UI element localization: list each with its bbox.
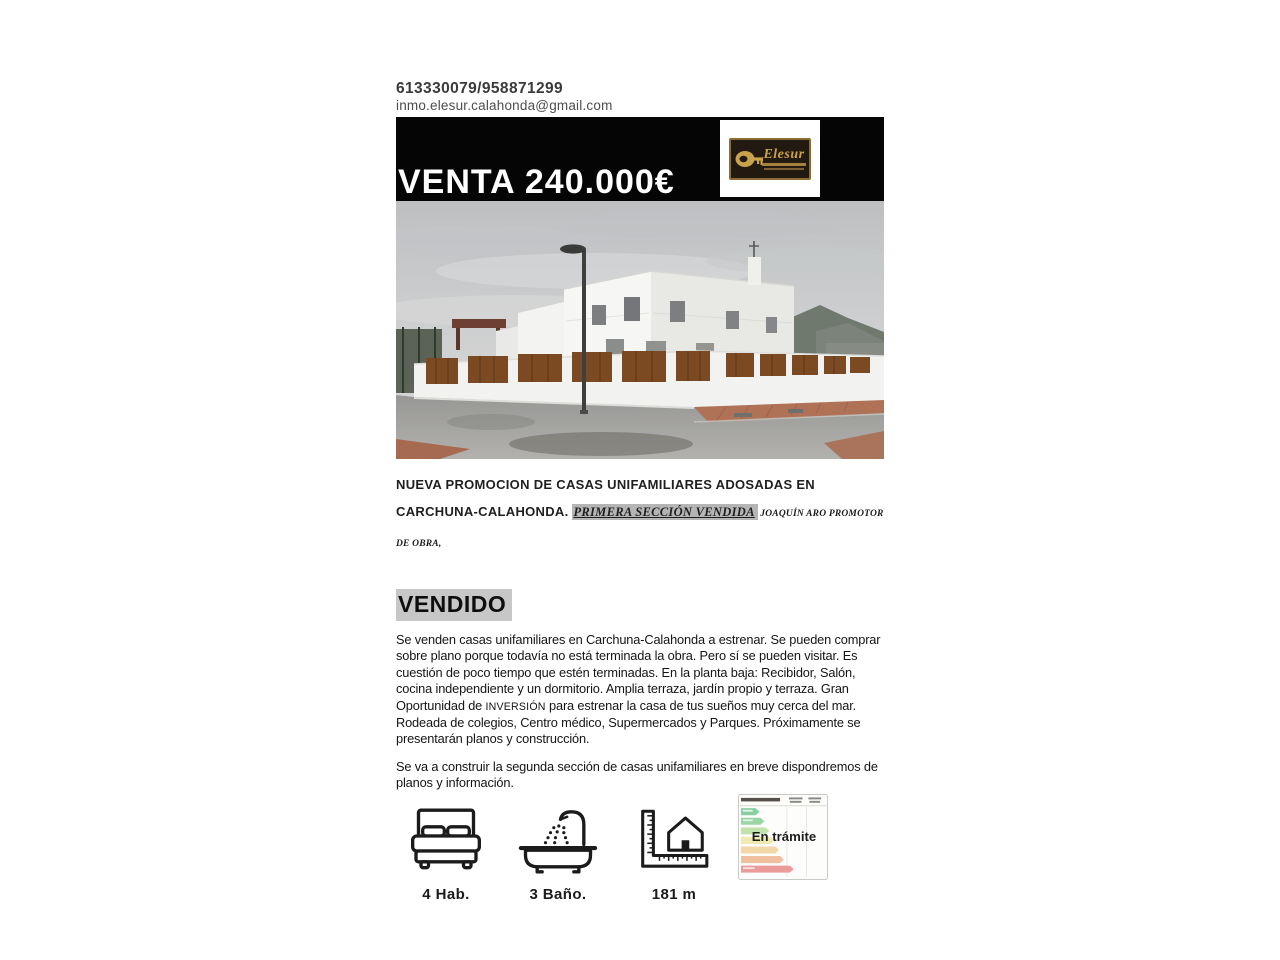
property-photo: [396, 201, 884, 459]
feature-area: [624, 806, 724, 903]
feature-bathrooms: [508, 806, 608, 903]
contact-phone: 613330079/958871299: [396, 80, 564, 97]
description-text: Se venden casas unifamiliares en Carchuna-Calahonda a estrenar. Se pueden comprar sobre plano porque todavía no está terminada la obra. Pero sí se pueden visitar. Es cuestión de poco tiempo que estén terminadas. En la planta baja: Recibidor, Salón, cocina independiente y un dormitorio. Amplia terraza, jardín propio y terraza. Gran Oportunidad de: [396, 632, 881, 713]
price-banner: [396, 117, 884, 201]
description-paragraph: [396, 632, 884, 748]
description-smallcaps: INVERSIÓN: [485, 700, 546, 713]
headline-byline: JOAQUÍN ARO PROMOTOR DE OBRA,: [396, 509, 884, 549]
price-title: VENTA 240.000€: [398, 163, 675, 201]
logo-tagline: [764, 168, 804, 170]
bedrooms-label: 4 Hab.: [422, 885, 470, 903]
bed-icon: [400, 806, 492, 876]
headline-main: NUEVA PROMOCION DE CASAS UNIFAMILIARES ADOSADAS EN CARCHUNA-CALAHONDA.: [396, 477, 815, 519]
ruler-house-icon: [632, 806, 716, 876]
bath-icon: [511, 806, 605, 876]
logo-rule: [762, 163, 806, 166]
description-text-after: para estrenar la casa de tus sueños muy cerca del mar. Rodeada de colegios, Centro médico, Supermercados y Parques. Próximamente se presentarán planos y construcción.: [396, 697, 861, 747]
agency-logo: [720, 120, 820, 197]
second-phase-paragraph: Se va a construir la segunda sección de casas unifamiliares en breve dispondremos de planos y información.: [396, 758, 878, 791]
status-row: [396, 589, 884, 621]
bathrooms-label: 3 Baño.: [529, 885, 587, 903]
energy-certificate: [738, 794, 828, 880]
headline-highlight: PRIMERA SECCIÓN VENDIDA: [572, 504, 757, 520]
status-badge: VENDIDO: [396, 589, 512, 621]
area-label: 181 m: [651, 885, 697, 903]
contact-email: inmo.elesur.calahonda@gmail.com: [396, 98, 613, 113]
energy-status-text: En trámite: [751, 828, 817, 844]
feature-bedrooms: [396, 806, 496, 903]
agency-logo-plaque: [729, 138, 811, 180]
flyer-content: [396, 80, 884, 940]
headline: [396, 471, 884, 558]
key-icon: [734, 146, 764, 172]
agency-brand-name: Elesur: [763, 146, 805, 162]
features-section: [396, 800, 884, 940]
agency-logo-text: [762, 148, 806, 170]
